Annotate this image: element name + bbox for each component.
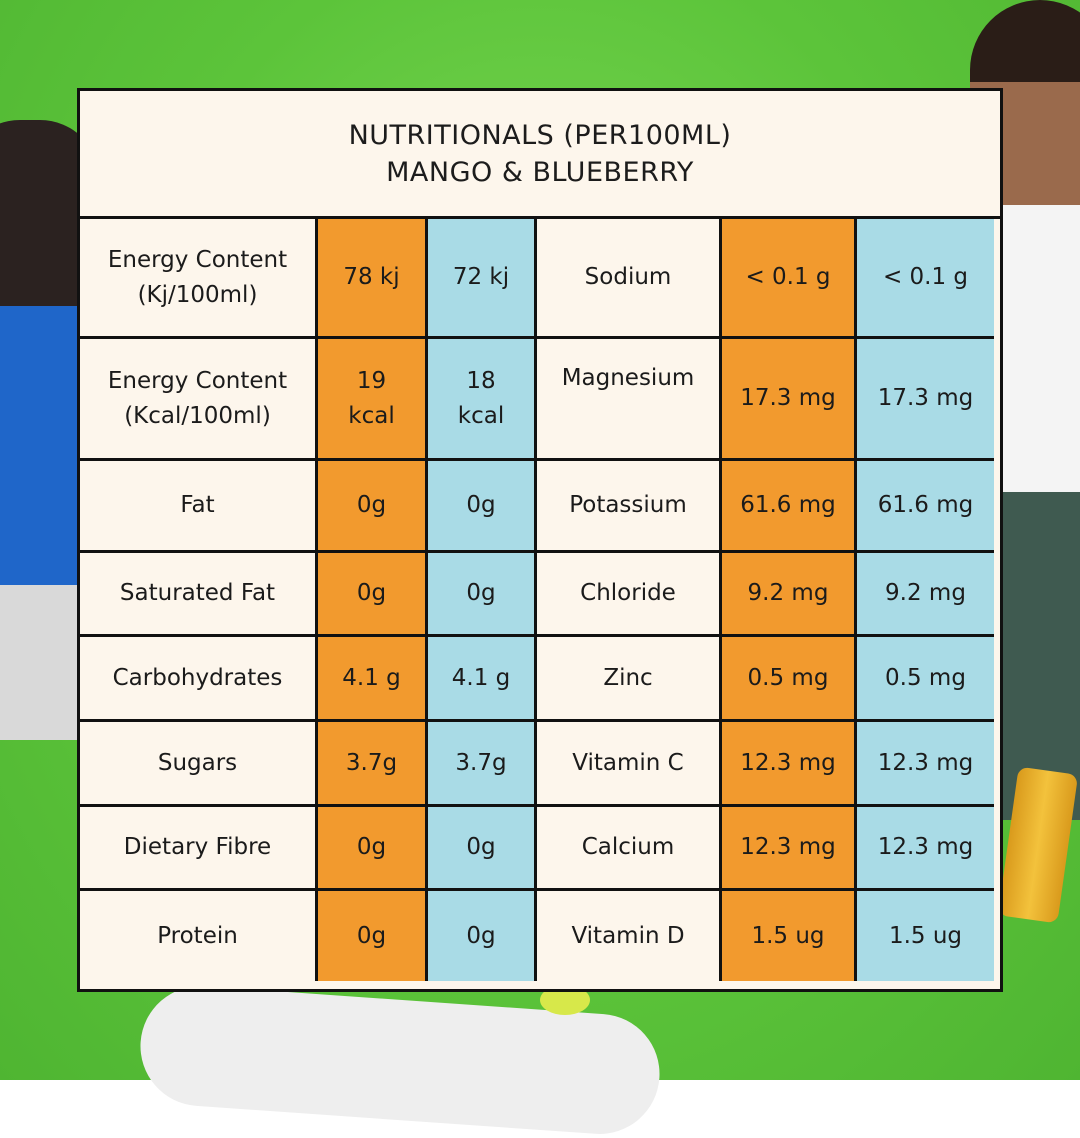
blueberry-value-text: 4.1 g xyxy=(451,664,511,691)
nutrient-label-text: Chloride xyxy=(580,580,676,606)
blueberry-value-text: 72 kj xyxy=(452,264,510,290)
mango-value-text: 61.6 mg xyxy=(740,492,836,518)
nutrient-label xyxy=(80,339,318,461)
blueberry-value xyxy=(857,461,994,553)
nutrient-label xyxy=(537,553,722,637)
title-line-1: NUTRITIONALS (PER100ML) xyxy=(348,119,732,151)
mango-value-text: 0g xyxy=(356,492,387,518)
blueberry-value xyxy=(857,891,994,981)
blueberry-value-text: 1.5 ug xyxy=(888,922,963,949)
blueberry-value xyxy=(857,553,994,637)
nutrient-label xyxy=(537,807,722,891)
blueberry-value xyxy=(857,219,994,339)
blueberry-value xyxy=(857,637,994,722)
blueberry-value-text: 0g xyxy=(466,922,496,949)
mango-value xyxy=(318,891,428,981)
blueberry-value xyxy=(428,637,537,722)
mango-value-text: 0g xyxy=(356,834,387,860)
nutrient-label-text: Saturated Fat xyxy=(119,580,276,606)
nutrient-label-text: Energy Content (Kcal/100ml) xyxy=(107,367,288,429)
blueberry-value xyxy=(428,891,537,981)
mango-value-text: 0.5 mg xyxy=(747,664,829,691)
nutrient-label-text: Zinc xyxy=(603,664,653,691)
blueberry-value xyxy=(857,339,994,461)
nutrient-label xyxy=(80,637,318,722)
mango-value xyxy=(722,219,857,339)
mango-value-text: 0g xyxy=(356,922,387,949)
nutrient-label-text: Vitamin C xyxy=(572,749,684,776)
blueberry-value-text: 0g xyxy=(466,492,496,518)
mango-value xyxy=(722,891,857,981)
nutrient-label-text: Potassium xyxy=(569,492,687,518)
nutrition-table-card xyxy=(77,88,1003,992)
mango-value xyxy=(318,637,428,722)
nutrient-label-text: Dietary Fibre xyxy=(123,834,272,860)
nutrient-label-text: Energy Content (Kj/100ml) xyxy=(107,246,288,308)
nutrient-label-text: Sodium xyxy=(584,264,672,290)
blueberry-value-text: 17.3 mg xyxy=(877,385,974,411)
blueberry-value-text: 61.6 mg xyxy=(877,492,974,518)
nutrient-label-text: Vitamin D xyxy=(571,922,685,949)
blueberry-value xyxy=(428,722,537,807)
mango-value-text: 12.3 mg xyxy=(740,834,836,860)
mango-value-text: 78 kj xyxy=(343,264,400,290)
mango-value-text: 0g xyxy=(356,580,387,606)
mango-value-text: 9.2 mg xyxy=(747,580,829,606)
mango-value xyxy=(318,219,428,339)
mango-value-text: 19 kcal xyxy=(348,367,395,429)
mango-value-text: < 0.1 g xyxy=(745,264,831,290)
nutrient-label xyxy=(537,339,722,461)
blueberry-value-text: 3.7g xyxy=(455,749,507,776)
nutrition-grid xyxy=(80,219,1000,981)
blueberry-value-text: 0g xyxy=(466,580,496,606)
nutrient-label-text: Calcium xyxy=(581,834,675,860)
blueberry-value-text: 0.5 mg xyxy=(885,664,966,691)
nutrient-label-text: Sugars xyxy=(157,749,238,776)
blueberry-value xyxy=(857,807,994,891)
blueberry-value xyxy=(428,339,537,461)
mango-value xyxy=(318,461,428,553)
mango-value xyxy=(318,553,428,637)
blueberry-value xyxy=(428,461,537,553)
blueberry-value-text: 9.2 mg xyxy=(885,580,966,606)
nutrient-label xyxy=(80,553,318,637)
mango-value-text: 4.1 g xyxy=(342,664,401,691)
nutrient-label xyxy=(537,219,722,339)
blueberry-value-text: 12.3 mg xyxy=(877,834,974,860)
nutrient-label-text: Magnesium xyxy=(561,365,695,391)
mango-value xyxy=(722,461,857,553)
nutrient-label xyxy=(537,891,722,981)
mango-value xyxy=(318,339,428,461)
blueberry-value xyxy=(428,219,537,339)
mango-value xyxy=(318,807,428,891)
blueberry-value-text: < 0.1 g xyxy=(882,264,969,290)
nutrient-label xyxy=(80,461,318,553)
nutrient-label xyxy=(80,807,318,891)
mango-value xyxy=(722,807,857,891)
mango-value xyxy=(722,722,857,807)
nutrient-label-text: Fat xyxy=(180,492,215,518)
blueberry-value xyxy=(857,722,994,807)
nutrient-label-text: Protein xyxy=(157,922,238,949)
nutrient-label xyxy=(537,461,722,553)
nutrient-label xyxy=(80,891,318,981)
mango-value-text: 1.5 ug xyxy=(751,922,825,949)
nutrient-label xyxy=(537,637,722,722)
blueberry-value-text: 0g xyxy=(466,834,496,860)
nutrient-label xyxy=(537,722,722,807)
mango-value-text: 17.3 mg xyxy=(740,385,836,411)
blueberry-value xyxy=(428,807,537,891)
blueberry-value-text: 18 kcal xyxy=(457,367,505,429)
nutrition-title xyxy=(80,91,1000,219)
mango-value xyxy=(722,553,857,637)
nutrient-label-text: Carbohydrates xyxy=(112,664,283,691)
mango-value-text: 3.7g xyxy=(345,749,398,776)
mango-value xyxy=(318,722,428,807)
mango-value-text: 12.3 mg xyxy=(740,749,836,776)
mango-value xyxy=(722,339,857,461)
nutrient-label xyxy=(80,219,318,339)
blueberry-value-text: 12.3 mg xyxy=(877,749,974,776)
title-line-2: MANGO & BLUEBERRY xyxy=(386,156,694,188)
blueberry-value xyxy=(428,553,537,637)
nutrient-label xyxy=(80,722,318,807)
mango-value xyxy=(722,637,857,722)
